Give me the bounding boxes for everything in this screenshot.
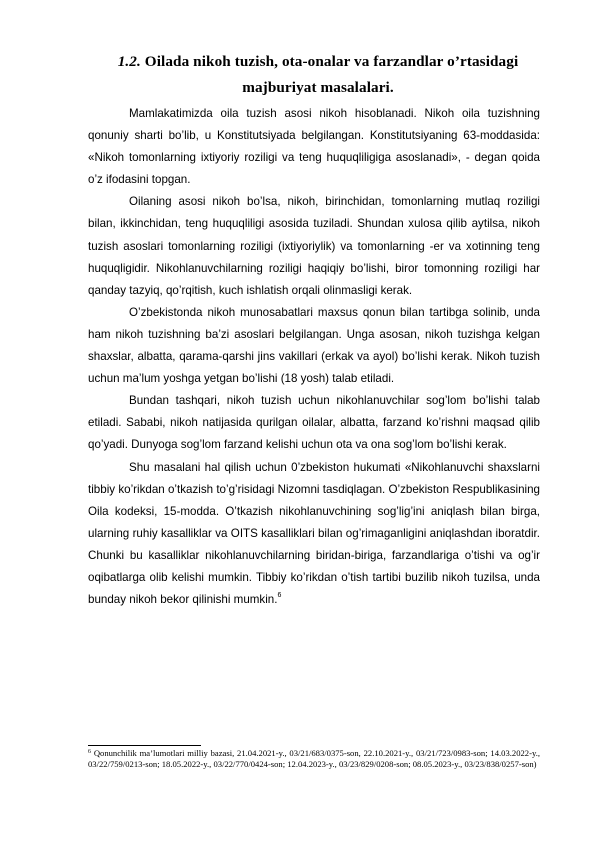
paragraph: Oilaning asosi nikoh bo’lsa, nikoh, birinchidan, tomonlarning mutlaq roziligi bilan, ikkinchidan, teng huquqliligi asosida tuziladi. Shundan xulosa qilib aytilsa, nikoh tuzish asoslari tomonlarning roziligi (ixtiyoriylik) va tomonlarning -er va xotinning teng huquqligidir. Nikohlanuvchilarning roziligi haqiqiy bo’lishi, biror tomonning roziligi har qanday tazyiq, qo’rqitish, kuch ishlatish orqali olinmasligi kerak.: [88, 195, 540, 297]
paragraph: O’zbekistonda nikoh munosabatlari maxsus qonun bilan tartibga solinib, unda ham nikoh tuzishning ba’zi asoslari belgilangan. Unga asosan, nikoh tuzishga kelgan shaxslar, albatta, qarama-qarshi jins vakillari (erkak va ayol) bo’lishi kerak. Nikoh tuzish uchun ma’lum yoshga yetgan bo’lishi (18 yosh) talab etiladi.: [88, 305, 540, 386]
paragraph: Bundan tashqari, nikoh tuzish uchun nikohlanuvchilar sog’lom bo’lishi talab etiladi. Sababi, nikoh natijasida qurilgan oilalar, albatta, farzand ko’rishni maqsad qilib qo’yadi. Dunyoga sog’lom farzand kelishi uchun ota va ona sog’lom bo’lishi kerak.: [88, 394, 540, 452]
heading-title-line-1: Oilada nikoh tuzish, ota-onalar va farzandlar o’rtasidagi: [144, 53, 519, 70]
footnote: [88, 748, 540, 769]
section-heading: [96, 49, 540, 101]
heading-title-line-2: majburiyat masalalari.: [242, 79, 394, 96]
paragraph: Mamlakatimizda oila tuzish asosi nikoh hisoblanadi. Nikoh oila tuzishning qonuniy sharti bo’lib, u Konstitutsiyada belgilangan. Konstitutsiyaning 63-moddasida: «Nikoh tomonlarning ixtiyoriy roziligi va teng huquqliligiga asoslanadi», - degan qoida o’z ifodasini topgan.: [88, 107, 540, 187]
footnote-divider: [88, 745, 201, 746]
body-text: [88, 103, 540, 611]
section-number: 1.2.: [117, 53, 141, 70]
paragraph-with-footnote: [88, 457, 540, 612]
footnote-marker: 6: [88, 749, 91, 755]
heading-line-1: [96, 49, 540, 75]
footnote-reference[interactable]: 6: [277, 592, 282, 600]
footnote-text: Qonunchilik ma’lumotlari milliy bazasi, 21.04.2021-y., 03/21/683/0375-son, 22.10.2021-y., 03/21/723/0983-son; 14.03.2022-y., 03/22/759/0213-son; 18.05.2022-y., 03/22/770/0424-son; 12.04.2023-y., 03/23/829/0208-son; 08.05.2023-y., 03/23/838/0257-son): [88, 748, 540, 769]
paragraph-text: Shu masalani hal qilish uchun 0’zbekiston hukumati «Nikohlanuvchi shaxslarni tibbiy ko’rikdan o’tkazish to’g’risidagi Nizomni tasdiqlagan. O’zbekiston Respublikasining Oila kodeksi, 15-modda. O’tkazish nikohlanuvchining sog’lig’ini aniqlash bilan birga, ularning ruhiy kasalliklar va OITS kasalliklari bilan og’rimaganligini aniqlashdan iboratdir. Chunki bu kasalliklar nikohlanuvchilarning biridan-biriga, farzandlariga o’tishi va og’ir oqibatlarga olib kelishi mumkin. Tibbiy ko’rikdan o’tish tartibi buzilib nikoh tuzilsa, unda bunday nikoh bekor qilinishi mumkin.: [88, 460, 540, 607]
